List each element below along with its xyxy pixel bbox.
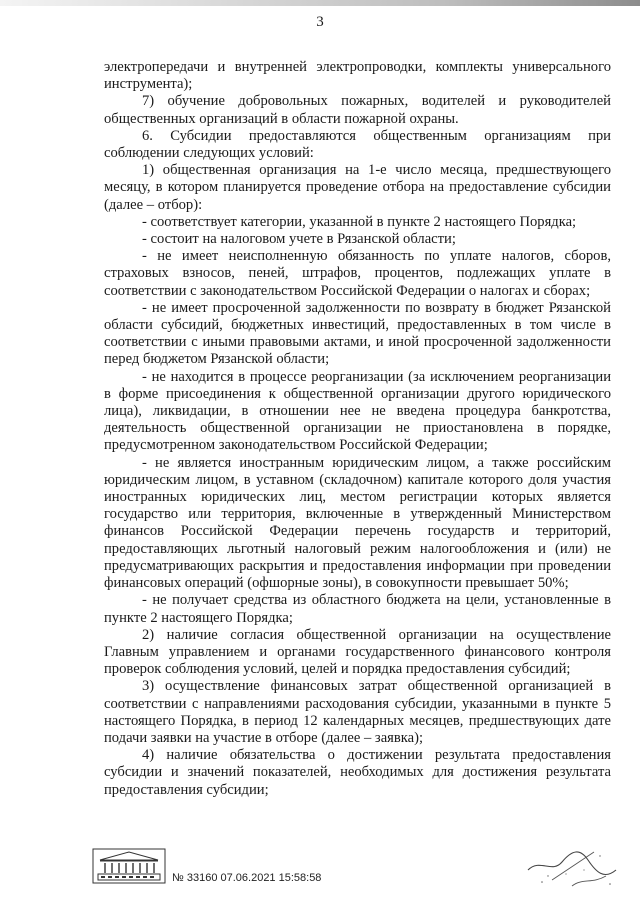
document-body <box>104 59 611 799</box>
scan-top-edge <box>0 0 640 6</box>
paragraph: 3) осуществление финансовых затрат общественной организацией в соответствии с направлениями расходования субсидии, указанными в пункте 5 настоящего Порядка, в период 12 календарных месяцев, предшествующих дате подачи заявки на участие в отборе (далее – заявка); <box>104 678 611 746</box>
paragraph: 4) наличие обязательства о достижении результата предоставления субсидии и значений показателей, необходимых для достижения результата предоставления субсидии; <box>104 747 611 798</box>
building-stamp-icon <box>92 848 166 884</box>
paragraph: - не получает средства из областного бюджета на цели, установленные в пункте 2 настоящего Порядка; <box>104 592 611 626</box>
paragraph: - не имеет неисполненную обязанность по уплате налогов, сборов, страховых взносов, пеней, штрафов, процентов, подлежащих уплате в соответствии с законодательством Российской Федерации о налогах и сборах; <box>104 248 611 299</box>
paragraph: 6. Субсидии предоставляются общественным организациям при соблюдении следующих условий: <box>104 127 611 162</box>
page-number: 3 <box>316 14 324 30</box>
paragraph: - не имеет просроченной задолженности по возврату в бюджет Рязанской области субсидий, бюджетных инвестиций, предоставленных в том числе в соответствии с иными правовыми актами, и иной просроченной задолженности перед бюджетом Рязанской области; <box>104 299 611 368</box>
paragraph: - не находится в процессе реорганизации (за исключением реорганизации в форме присоединения к общественной организации другого юридического лица), ликвидации, в отношении нее не введена процедура банкротства, деятельность общественной организации не приостановлена в порядке, предусмотренном законодательством Российской Федерации; <box>104 368 611 454</box>
paragraph: - не является иностранным юридическим лицом, а также российским юридическим лицом, в уставном (складочном) капитале которого доля участия иностранных юридических лиц, местом регистрации которых является государство или территория, включенные в утвержденный Министерством финансов Российской Федерации перечень государств и территорий, предоставляющих льготный налоговый режим налогообложения и (или) не предусматривающих раскрытия и предоставления информации при проведении финансовых операций (офшорные зоны), в совокупности превышает 50%; <box>104 454 611 592</box>
paragraph: 1) общественная организация на 1-е число месяца, предшествующего месяцу, в котором планируется проведение отбора на предоставление субсидии (далее – отбор): <box>104 162 611 213</box>
paragraph: - состоит на налоговом учете в Рязанской области; <box>142 231 456 248</box>
paragraph: 7) обучение добровольных пожарных, водителей и руководителей общественных организаций в области пожарной охраны. <box>104 93 611 127</box>
footer <box>92 848 622 894</box>
document-registration-id: № 33160 07.06.2021 15:58:58 <box>172 872 322 884</box>
paragraph: 2) наличие согласия общественной организации на осуществление Главным управлением и органами государственного финансового контроля проверок соблюдения условий, целей и порядка предоставления субсидий; <box>104 626 611 678</box>
paragraph: электропередачи и внутренней электропроводки, комплекты универсального инструмента); <box>104 59 611 93</box>
signature-icon <box>522 840 622 892</box>
paragraph: - соответствует категории, указанной в пункте 2 настоящего Порядка; <box>142 213 577 230</box>
